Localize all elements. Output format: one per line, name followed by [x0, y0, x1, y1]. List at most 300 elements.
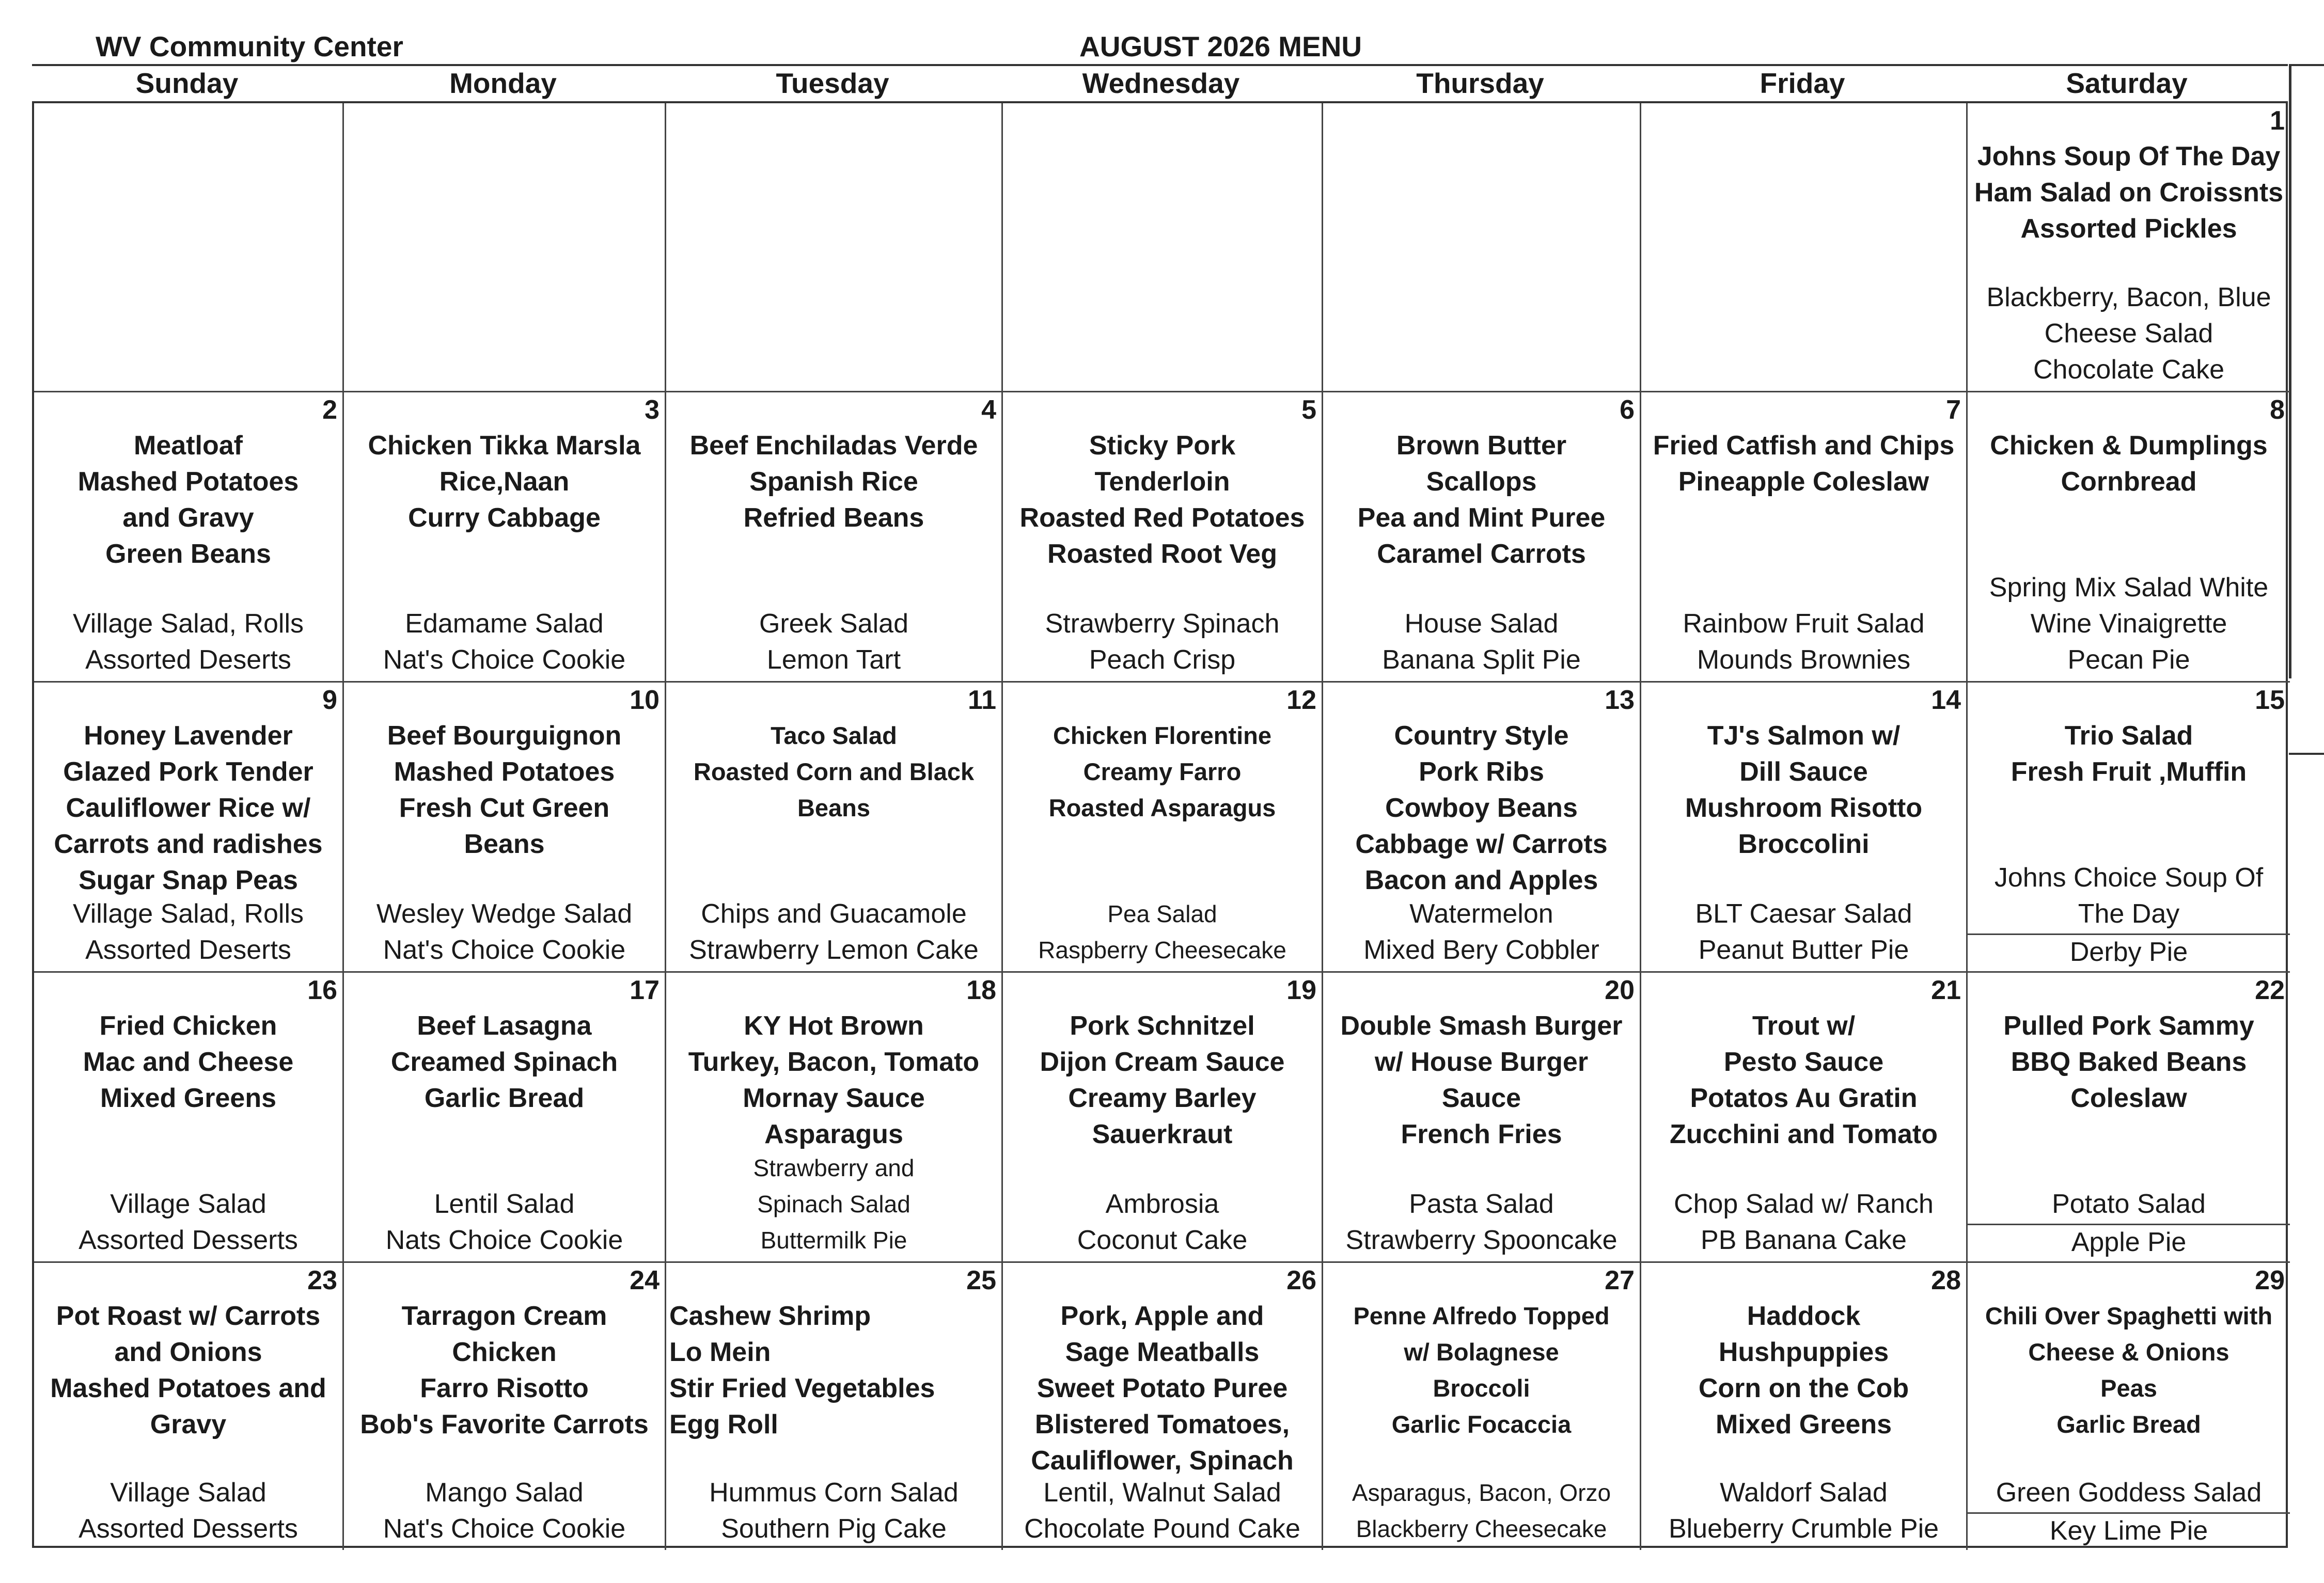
side-dish-line: House Salad: [1404, 609, 1559, 639]
day-number: 6: [1620, 395, 1635, 425]
main-dishes: [344, 1008, 665, 1116]
main-dish-line: Creamy Farro: [1083, 758, 1242, 785]
weekday-header-wednesday: Wednesday: [1082, 67, 1240, 99]
main-dish-line: Broccoli: [1433, 1374, 1530, 1402]
main-dishes: [1323, 1298, 1640, 1443]
side-dish-line: Chop Salad w/ Ranch: [1674, 1189, 1934, 1219]
main-dish-line: Sweet Potato Puree: [1037, 1373, 1288, 1403]
side-dish-line: PB Banana Cake: [1701, 1225, 1907, 1255]
day-cell: [34, 683, 344, 973]
day-cell: [1641, 1263, 1968, 1550]
dessert-line: Apple Pie: [1968, 1224, 2290, 1261]
side-dish-line: Hummus Corn Salad: [709, 1478, 959, 1508]
main-dish-line: Penne Alfredo Topped: [1353, 1302, 1610, 1329]
dessert-line: Key Lime Pie: [1968, 1512, 2290, 1550]
main-dishes: [1968, 718, 2290, 790]
main-dish-line: Spanish Rice: [749, 467, 918, 497]
main-dishes: [666, 718, 1001, 826]
side-dishes: [1323, 606, 1640, 678]
main-dishes: [1641, 428, 1966, 500]
main-dishes: [666, 1008, 1001, 1152]
main-dish-line: Corn on the Cob: [1698, 1373, 1909, 1403]
main-dish-line: Turkey, Bacon, Tomato: [688, 1047, 980, 1077]
side-dishes: [1003, 896, 1322, 968]
main-dishes: [1323, 1008, 1640, 1152]
side-dish-line: Assorted Desserts: [78, 1225, 298, 1255]
main-dish-line: Broccolini: [1738, 829, 1870, 859]
main-dish-line: Chicken Tikka Marsla: [368, 431, 641, 461]
main-dish-line: Roasted Red Potatoes: [1019, 503, 1305, 533]
side-dish-line: Chocolate Cake: [2033, 355, 2224, 385]
main-dish-line: Taco Salad: [771, 722, 897, 749]
main-dishes: [1641, 1008, 1966, 1152]
side-dish-line: Asparagus, Bacon, Orzo: [1352, 1479, 1611, 1506]
main-dish-line: Cabbage w/ Carrots: [1355, 829, 1608, 859]
main-dish-line: Sauerkraut: [1092, 1119, 1233, 1149]
weekday-header-thursday: Thursday: [1416, 67, 1544, 99]
right-margin-tick: [2289, 753, 2324, 755]
side-dish-line: Coconut Cake: [1077, 1225, 1248, 1255]
day-number: 9: [322, 685, 337, 715]
side-dish-line: Johns Choice Soup Of: [1994, 863, 2264, 893]
side-dishes: [1968, 279, 2290, 388]
side-dish-line: Raspberry Cheesecake: [1038, 937, 1286, 963]
main-dish-line: Cashew Shrimp: [669, 1301, 871, 1331]
side-dish-line: Peanut Butter Pie: [1698, 935, 1909, 965]
weekday-header-friday: Friday: [1760, 67, 1845, 99]
day-number: 8: [2270, 395, 2285, 425]
side-dish-line: Chocolate Pound Cake: [1024, 1514, 1300, 1544]
day-number: 4: [981, 395, 996, 425]
main-dish-line: Pot Roast w/ Carrots: [56, 1301, 321, 1331]
main-dish-line: Country Style: [1394, 721, 1569, 751]
main-dish-line: Dill Sauce: [1739, 757, 1868, 787]
main-dish-line: Pulled Pork Sammy: [2003, 1011, 2254, 1041]
side-dish-line: Wine Vinaigrette: [2030, 609, 2227, 639]
main-dish-line: Rice,Naan: [439, 467, 570, 497]
main-dish-line: w/ Bolagnese: [1404, 1338, 1559, 1366]
side-dish-line: Buttermilk Pie: [760, 1227, 907, 1254]
main-dishes: [34, 428, 342, 572]
side-dishes: [1968, 860, 2290, 932]
day-cell: [34, 392, 344, 683]
main-dishes: [1323, 718, 1640, 898]
side-dishes: [1323, 1186, 1640, 1258]
main-dishes: [1968, 1008, 2290, 1116]
day-cell: [666, 1263, 1003, 1550]
main-dish-line: Mac and Cheese: [83, 1047, 294, 1077]
main-dish-line: Pork, Apple and: [1060, 1301, 1264, 1331]
day-number: 2: [322, 395, 337, 425]
side-dishes: [666, 1475, 1001, 1547]
day-cell: [666, 392, 1003, 683]
day-number: 20: [1605, 975, 1635, 1005]
main-dish-line: Cheese & Onions: [2028, 1338, 2229, 1366]
day-number: 1: [2270, 106, 2285, 136]
day-cell: [344, 683, 666, 973]
side-dish-line: Lentil, Walnut Salad: [1043, 1478, 1281, 1508]
day-cell: [1323, 973, 1641, 1263]
side-dishes: [1968, 1475, 2290, 1511]
side-dish-line: Rainbow Fruit Salad: [1683, 609, 1925, 639]
day-cell: [1323, 103, 1641, 392]
side-dishes: [666, 896, 1001, 968]
day-cell: [34, 973, 344, 1263]
main-dish-line: Trout w/: [1752, 1011, 1856, 1041]
day-number: 25: [966, 1265, 996, 1295]
side-dish-line: Watermelon: [1409, 899, 1553, 929]
side-dish-line: Blackberry, Bacon, Blue: [1986, 282, 2271, 312]
side-dishes: [1003, 1186, 1322, 1258]
day-number: 21: [1931, 975, 1961, 1005]
day-number: 18: [966, 975, 996, 1005]
main-dish-line: Pork Ribs: [1419, 757, 1544, 787]
main-dishes: [1323, 428, 1640, 572]
main-dish-line: Fried Chicken: [99, 1011, 277, 1041]
side-dishes: [1968, 569, 2290, 678]
side-dish-line: Potato Salad: [2052, 1189, 2206, 1219]
day-number: 12: [1286, 685, 1316, 715]
main-dish-line: Pea and Mint Puree: [1357, 503, 1606, 533]
day-cell: [34, 1263, 344, 1550]
side-dishes: [1968, 1186, 2290, 1222]
side-dish-line: Greek Salad: [759, 609, 909, 639]
side-dish-line: Nats Choice Cookie: [385, 1225, 623, 1255]
main-dish-line: Garlic Bread: [424, 1083, 585, 1113]
main-dish-line: Mixed Greens: [100, 1083, 277, 1113]
side-dishes: [1323, 896, 1640, 968]
side-dish-line: Strawberry Lemon Cake: [689, 935, 979, 965]
main-dishes: [1968, 1298, 2290, 1443]
main-dish-line: Johns Soup Of The Day: [1977, 141, 2281, 171]
day-cell: [666, 683, 1003, 973]
day-number: 29: [2255, 1265, 2285, 1295]
main-dish-line: Tenderloin: [1094, 467, 1230, 497]
main-dish-line: Scallops: [1426, 467, 1537, 497]
main-dish-line: Mashed Potatoes and: [50, 1373, 326, 1403]
main-dishes: [666, 1298, 1001, 1443]
main-dish-line: Gravy: [150, 1410, 227, 1439]
main-dish-line: w/ House Burger: [1374, 1047, 1589, 1077]
main-dish-line: KY Hot Brown: [744, 1011, 924, 1041]
main-dish-line: Fresh Cut Green: [399, 793, 610, 823]
main-dish-line: Coleslaw: [2070, 1083, 2187, 1113]
main-dish-line: Garlic Bread: [2056, 1411, 2201, 1438]
side-dish-line: Mixed Bery Cobbler: [1363, 935, 1599, 965]
day-number: 28: [1931, 1265, 1961, 1295]
main-dish-line: Hushpuppies: [1718, 1337, 1889, 1367]
main-dish-line: Beef Bourguignon: [387, 721, 622, 751]
side-dish-line: Village Salad, Rolls: [72, 899, 304, 929]
side-dishes: [34, 896, 342, 968]
main-dish-line: Meatloaf: [134, 431, 243, 461]
side-dish-line: Strawberry Spooncake: [1345, 1225, 1618, 1255]
main-dish-line: Sage Meatballs: [1065, 1337, 1260, 1367]
main-dishes: [1003, 718, 1322, 826]
side-dish-line: Cheese Salad: [2044, 319, 2213, 349]
right-margin-tick-top: [2289, 64, 2324, 66]
day-cell: [344, 973, 666, 1263]
main-dish-line: Caramel Carrots: [1377, 539, 1586, 569]
side-dish-line: Waldorf Salad: [1720, 1478, 1888, 1508]
side-dishes: [1323, 1475, 1640, 1547]
main-dish-line: BBQ Baked Beans: [2011, 1047, 2247, 1077]
side-dish-line: Spring Mix Salad White: [1989, 573, 2269, 603]
day-cell: [1323, 392, 1641, 683]
side-dishes: [1641, 896, 1966, 968]
day-number: 10: [630, 685, 659, 715]
day-number: 11: [968, 685, 996, 715]
side-dish-line: Southern Pig Cake: [721, 1514, 947, 1544]
main-dish-line: Pineapple Coleslaw: [1678, 467, 1929, 497]
main-dish-line: Roasted Asparagus: [1048, 794, 1276, 821]
day-number: 23: [307, 1265, 337, 1295]
day-cell: [1641, 392, 1968, 683]
side-dish-line: Village Salad: [110, 1478, 266, 1508]
dessert-line: Derby Pie: [1968, 933, 2290, 971]
main-dish-line: Curry Cabbage: [408, 503, 601, 533]
main-dish-line: Beans: [797, 794, 871, 821]
day-cell: [1003, 683, 1323, 973]
day-cell: [344, 392, 666, 683]
main-dish-line: Glazed Pork Tender: [63, 757, 313, 787]
main-dish-line: Chili Over Spaghetti with: [1985, 1302, 2273, 1329]
main-dish-line: Cauliflower Rice w/: [66, 793, 311, 823]
day-number: 3: [645, 395, 659, 425]
main-dish-line: Asparagus: [764, 1119, 903, 1149]
calendar-grid: [32, 101, 2288, 1548]
side-dishes: [34, 1475, 342, 1547]
main-dishes: [34, 1298, 342, 1443]
side-dish-line: Lentil Salad: [434, 1189, 575, 1219]
main-dish-line: Mixed Greens: [1715, 1410, 1892, 1439]
main-dish-line: Double Smash Burger: [1340, 1011, 1623, 1041]
side-dish-line: Pecan Pie: [2067, 645, 2190, 675]
side-dish-line: Mounds Brownies: [1697, 645, 1911, 675]
main-dish-line: Mashed Potatoes: [394, 757, 615, 787]
main-dishes: [1641, 718, 1966, 862]
main-dish-line: Beans: [464, 829, 545, 859]
main-dishes: [666, 428, 1001, 536]
main-dishes: [1003, 1298, 1322, 1479]
side-dish-line: Pasta Salad: [1409, 1189, 1554, 1219]
side-dishes: [666, 606, 1001, 678]
main-dish-line: and Onions: [114, 1337, 262, 1367]
weekday-header-saturday: Saturday: [2066, 67, 2188, 99]
side-dish-line: Pea Salad: [1107, 900, 1217, 927]
main-dish-line: Beef Lasagna: [417, 1011, 592, 1041]
main-dishes: [344, 1298, 665, 1443]
day-cell: [1323, 683, 1641, 973]
main-dish-line: Honey Lavender: [84, 721, 293, 751]
main-dish-line: Blistered Tomatoes,: [1034, 1410, 1290, 1439]
day-number: 13: [1605, 685, 1635, 715]
main-dish-line: Garlic Focaccia: [1391, 1411, 1572, 1438]
side-dish-line: The Day: [2078, 899, 2180, 929]
side-dishes: [666, 1150, 1001, 1258]
main-dish-line: Creamy Barley: [1068, 1083, 1257, 1113]
weekday-header-sunday: Sunday: [135, 67, 239, 99]
main-dish-line: Chicken Florentine: [1053, 722, 1272, 749]
side-dishes: [1641, 1186, 1966, 1258]
day-cell: [1003, 392, 1323, 683]
main-dish-line: Roasted Corn and Black: [693, 758, 975, 785]
side-dish-line: Banana Split Pie: [1382, 645, 1581, 675]
day-cell: [1968, 973, 2290, 1263]
main-dish-line: Green Beans: [105, 539, 271, 569]
main-dish-line: Peas: [2100, 1374, 2157, 1402]
main-dish-line: Haddock: [1747, 1301, 1861, 1331]
main-dish-line: Beef Enchiladas Verde: [689, 431, 978, 461]
main-dish-line: Farro Risotto: [420, 1373, 589, 1403]
main-dish-line: Fried Catfish and Chips: [1653, 431, 1955, 461]
menu-title: AUGUST 2026 MENU: [1079, 30, 1362, 62]
main-dish-line: Trio Salad: [2064, 721, 2193, 751]
side-dishes: [344, 606, 665, 678]
weekday-header-monday: Monday: [449, 67, 557, 99]
main-dishes: [34, 718, 342, 898]
day-cell: [1003, 973, 1323, 1263]
side-dish-line: Nat's Choice Cookie: [383, 645, 626, 675]
side-dish-line: Peach Crisp: [1089, 645, 1236, 675]
main-dish-line: Lo Mein: [669, 1337, 771, 1367]
side-dish-line: Wesley Wedge Salad: [376, 899, 633, 929]
main-dish-line: Bacon and Apples: [1364, 865, 1598, 895]
side-dish-line: Assorted Deserts: [85, 935, 291, 965]
main-dish-line: Chicken & Dumplings: [1990, 431, 2268, 461]
main-dish-line: Cornbread: [2061, 467, 2197, 497]
side-dishes: [344, 896, 665, 968]
side-dishes: [34, 606, 342, 678]
day-cell: [1323, 1263, 1641, 1550]
day-cell: [666, 973, 1003, 1263]
main-dish-line: Dijon Cream Sauce: [1040, 1047, 1285, 1077]
main-dish-line: Brown Butter: [1396, 431, 1567, 461]
main-dish-line: Tarragon Cream: [401, 1301, 607, 1331]
main-dish-line: Chicken: [452, 1337, 557, 1367]
side-dish-line: BLT Caesar Salad: [1695, 899, 1912, 929]
side-dishes: [1003, 606, 1322, 678]
day-cell: [1641, 683, 1968, 973]
side-dish-line: Assorted Deserts: [85, 645, 291, 675]
side-dish-line: Spinach Salad: [757, 1191, 910, 1217]
main-dish-line: TJ's Salmon w/: [1707, 721, 1901, 751]
side-dishes: [1003, 1475, 1322, 1547]
day-number: 19: [1286, 975, 1316, 1005]
day-cell: [1641, 103, 1968, 392]
main-dish-line: French Fries: [1401, 1119, 1562, 1149]
side-dish-line: Ambrosia: [1105, 1189, 1219, 1219]
main-dish-line: Cowboy Beans: [1385, 793, 1578, 823]
side-dish-line: Village Salad, Rolls: [72, 609, 304, 639]
main-dishes: [34, 1008, 342, 1116]
main-dish-line: Roasted Root Veg: [1047, 539, 1277, 569]
main-dish-line: Pesto Sauce: [1723, 1047, 1884, 1077]
day-number: 26: [1286, 1265, 1316, 1295]
side-dish-line: Mango Salad: [425, 1478, 584, 1508]
main-dish-line: Mornay Sauce: [743, 1083, 925, 1113]
side-dish-line: Assorted Desserts: [78, 1514, 298, 1544]
side-dishes: [1641, 606, 1966, 678]
main-dish-line: Carrots and radishes: [54, 829, 323, 859]
side-dish-line: Village Salad: [110, 1189, 266, 1219]
day-number: 17: [630, 975, 659, 1005]
main-dishes: [344, 718, 665, 862]
side-dishes: [344, 1186, 665, 1258]
day-cell: [344, 103, 666, 392]
day-cell: [1641, 973, 1968, 1263]
day-number: 5: [1301, 395, 1316, 425]
day-number: 22: [2255, 975, 2285, 1005]
main-dish-line: Mushroom Risotto: [1685, 793, 1923, 823]
main-dishes: [344, 428, 665, 536]
day-number: 16: [307, 975, 337, 1005]
side-dish-line: Nat's Choice Cookie: [383, 1514, 626, 1544]
main-dish-line: Cauliflower, Spinach: [1031, 1446, 1294, 1476]
day-cell: [1968, 103, 2290, 392]
side-dish-line: Blueberry Crumble Pie: [1668, 1514, 1939, 1544]
side-dishes: [34, 1186, 342, 1258]
main-dish-line: Creamed Spinach: [390, 1047, 618, 1077]
day-number: 14: [1931, 685, 1961, 715]
side-dish-line: Nat's Choice Cookie: [383, 935, 626, 965]
main-dish-line: Fresh Fruit ,Muffin: [2011, 757, 2247, 787]
main-dishes: [1641, 1298, 1966, 1443]
main-dishes: [1968, 138, 2290, 247]
weekday-header-tuesday: Tuesday: [776, 67, 889, 99]
main-dish-line: Egg Roll: [669, 1410, 778, 1439]
day-cell: [1968, 683, 2290, 973]
main-dishes: [1003, 1008, 1322, 1152]
main-dish-line: Bob's Favorite Carrots: [360, 1410, 649, 1439]
main-dish-line: Assorted Pickles: [2020, 214, 2237, 244]
main-dish-line: Refried Beans: [743, 503, 924, 533]
main-dish-line: Sugar Snap Peas: [78, 865, 298, 895]
side-dish-line: Strawberry Spinach: [1045, 609, 1280, 639]
side-dish-line: Chips and Guacamole: [701, 899, 967, 929]
side-dish-line: Blackberry Cheesecake: [1356, 1515, 1607, 1542]
day-cell: [34, 103, 344, 392]
main-dish-line: Sauce: [1441, 1083, 1521, 1113]
day-cell: [344, 1263, 666, 1550]
side-dish-line: Strawberry and: [753, 1154, 915, 1181]
main-dish-line: Zucchini and Tomato: [1669, 1119, 1938, 1149]
day-cell: [666, 103, 1003, 392]
main-dish-line: Ham Salad on Croissnts: [1974, 178, 2284, 208]
day-number: 24: [630, 1265, 659, 1295]
day-cell: [1003, 1263, 1323, 1550]
day-number: 7: [1946, 395, 1961, 425]
day-cell: [1968, 392, 2290, 683]
main-dish-line: Potatos Au Gratin: [1690, 1083, 1918, 1113]
main-dish-line: Sticky Pork: [1089, 431, 1236, 461]
organization-name: WV Community Center: [96, 30, 403, 62]
side-dish-line: Lemon Tart: [766, 645, 901, 675]
day-number: 15: [2255, 685, 2285, 715]
day-number: 27: [1605, 1265, 1635, 1295]
main-dish-line: and Gravy: [122, 503, 254, 533]
day-cell: [1003, 103, 1323, 392]
main-dish-line: Stir Fried Vegetables: [669, 1373, 935, 1403]
side-dish-line: Green Goddess Salad: [1996, 1478, 2262, 1508]
main-dishes: [1968, 428, 2290, 500]
side-dishes: [344, 1475, 665, 1547]
day-cell: [1968, 1263, 2290, 1550]
main-dish-line: Mashed Potatoes: [77, 467, 299, 497]
side-dishes: [1641, 1475, 1966, 1547]
main-dish-line: Pork Schnitzel: [1070, 1011, 1255, 1041]
side-dish-line: Edamame Salad: [405, 609, 604, 639]
